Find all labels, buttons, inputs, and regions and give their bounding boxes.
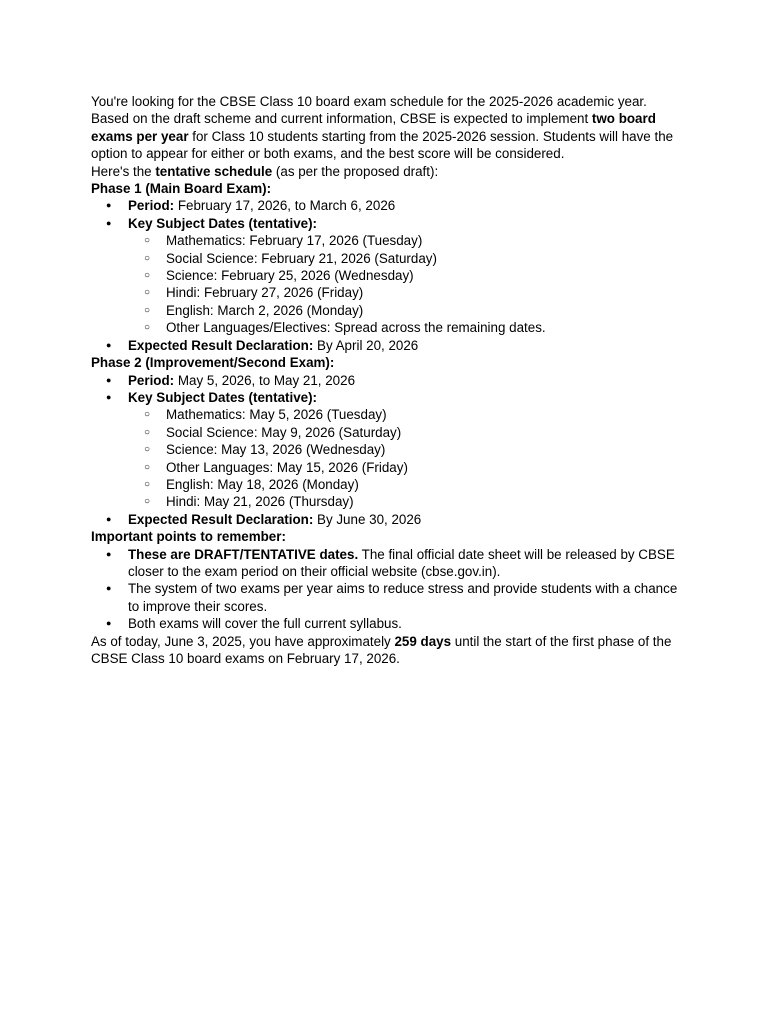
schedule-intro — [91, 163, 691, 180]
closing-text: As of today, June 3, 2025, you have approximately — [91, 633, 395, 649]
phase2-list — [91, 372, 691, 529]
result-value: By April 20, 2026 — [313, 337, 419, 353]
intro-paragraph — [91, 110, 691, 162]
phase1-list — [91, 197, 691, 354]
phase1-result — [91, 337, 691, 354]
list-item: ○ Mathematics: February 17, 2026 (Tuesday) — [128, 232, 691, 249]
list-item: ○ English: May 18, 2026 (Monday) — [128, 476, 691, 493]
list-item: ○ Hindi: February 27, 2026 (Friday) — [128, 284, 691, 301]
intro-text: for Class 10 students starting from the 2025-2026 session. Students will have the option to appear for either or both exams, and the best score will be considered. — [91, 128, 674, 162]
important-point: ● The system of two exams per year aims to reduce stress and provide students with a chance to improve their scores. — [91, 580, 691, 615]
phase1-subjects — [91, 215, 691, 337]
phase2-result — [91, 511, 691, 528]
important-point — [91, 546, 691, 581]
subjects-label: Key Subject Dates (tentative): — [128, 389, 318, 405]
days-count: 259 days — [394, 633, 452, 649]
list-item: ○ Hindi: May 21, 2026 (Thursday) — [128, 493, 691, 510]
intro-line: You're looking for the CBSE Class 10 board exam schedule for the 2025-2026 academic year. — [91, 94, 647, 109]
list-item: ○ Other Languages/Electives: Spread across the remaining dates. — [128, 319, 691, 336]
important-point: ● Both exams will cover the full current syllabus. — [91, 615, 691, 632]
period-value: February 17, 2026, to March 6, 2026 — [174, 198, 396, 214]
intro-text: Based on the draft scheme and current information, CBSE is expected to implement — [91, 111, 592, 127]
result-label: Expected Result Declaration: — [128, 337, 314, 353]
document-page — [91, 93, 691, 667]
important-text: The final official date sheet will be released by CBSE closer to the exam period on their official website (cbse.gov.in). — [128, 546, 675, 579]
list-item: ○ English: March 2, 2026 (Monday) — [128, 302, 691, 319]
list-item: ○ Mathematics: May 5, 2026 (Tuesday) — [128, 406, 691, 423]
list-item: ○ Science: May 13, 2026 (Wednesday) — [128, 441, 691, 458]
subjects-label: Key Subject Dates (tentative): — [128, 215, 318, 231]
list-item: ○ Other Languages: May 15, 2026 (Friday) — [128, 459, 691, 476]
result-value: By June 30, 2026 — [313, 511, 422, 527]
phase2-period — [91, 372, 691, 389]
schedule-intro-emphasis: tentative schedule — [155, 163, 273, 179]
schedule-intro-text: (as per the proposed draft): — [272, 163, 439, 179]
phase1-subject-list — [128, 232, 691, 336]
result-label: Expected Result Declaration: — [128, 511, 314, 527]
list-item: ○ Social Science: May 9, 2026 (Saturday) — [128, 424, 691, 441]
schedule-intro-text: Here's the — [91, 163, 156, 179]
phase1-heading: Phase 1 (Main Board Exam): — [91, 181, 272, 197]
closing-paragraph — [91, 633, 691, 668]
important-heading: Important points to remember: — [91, 529, 286, 545]
closing-text: until the start of the first phase of the CBSE Class 10 board exams on February 17, 2026. — [91, 633, 672, 666]
phase2-heading: Phase 2 (Improvement/Second Exam): — [91, 355, 335, 371]
intro-emphasis: two board exams per year — [91, 111, 656, 144]
list-item: ○ Science: February 25, 2026 (Wednesday) — [128, 267, 691, 284]
phase2-subjects — [91, 389, 691, 511]
phase1-period — [91, 197, 691, 214]
list-item: ○ Social Science: February 21, 2026 (Saturday) — [128, 250, 691, 267]
period-label: Period: — [128, 372, 175, 388]
important-emphasis: These are DRAFT/TENTATIVE dates. — [128, 546, 359, 562]
important-list — [91, 546, 691, 633]
period-value: May 5, 2026, to May 21, 2026 — [174, 372, 356, 388]
phase2-subject-list — [128, 406, 691, 510]
period-label: Period: — [128, 198, 175, 214]
